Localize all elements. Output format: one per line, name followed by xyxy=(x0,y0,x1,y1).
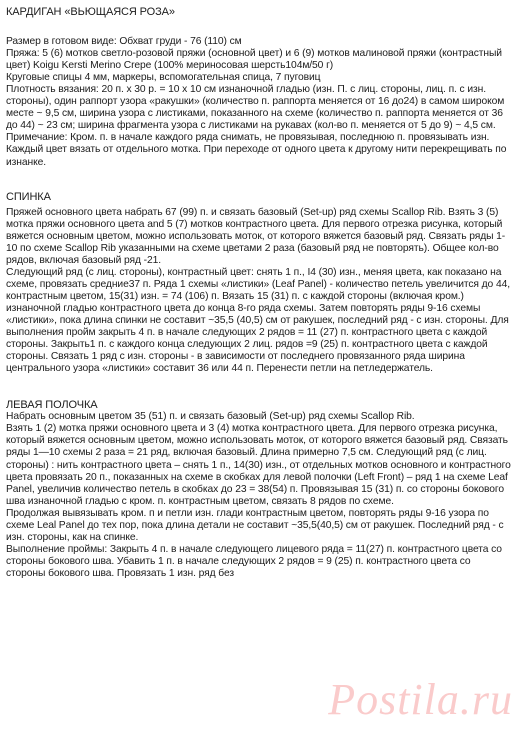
document-title: КАРДИГАН «ВЬЮЩАЯСЯ РОЗА» xyxy=(6,6,175,18)
left-paragraph-4: Выполнение проймы: Закрыть 4 п. в начале следующего лицевого ряда = 11(27) п. контрастного цвета со стороны бокового шва. Убавить 1 п. в начале следующих 2 рядов = 9 (25) п. контрастного цвета со стороны бокового шва. Провязать 1 изн. ряд без xyxy=(6,543,502,579)
intro-colors: Каждый цвет вязать от отдельного мотка. При переходе от одного цвета к другому нити перекрещивать по изнанке. xyxy=(6,144,507,168)
intro-needles: Круговые спицы 4 мм, маркеры, вспомогательная спица, 7 пуговиц xyxy=(6,72,321,84)
left-paragraph-2: Взять 1 (2) мотка пряжи основного цвета и 3 (4) мотка контрастного цвета. Для первого отрезка рисунка, который вяжется основным цветом, можно использовать моток, от которого вяжется базовый ряд. Связать ряды 1—10 схемы 2 раза = 21 ряд, включая базовый. Длина примерно 7,5 см. Следующий ряд (с лиц. стороны) : нить контрастного цвета – снять 1 п., 14(30) изн., от отдельных мотков основного и контрастного цвета провязать 20 п., показанных на схеме в скобках для левой полочки (Left Front) – ряд 1 на схеме Leaf Panel, увеличив количество петель в скобках до 23 = 38(54) п. Провязывая 15 (31) п. со стороны бокового шва изнаночной гладью с кром. п. контрастным цветом, связать 8 рядов по схеме. xyxy=(6,423,511,507)
back-heading: СПИНКА xyxy=(6,190,51,203)
document-page xyxy=(6,6,511,726)
back-paragraph-2: Следующий ряд (с лиц. стороны), контрастный цвет: снять 1 п., I4 (30) изн., меняя цвета, как показано на схеме, провязать средние37 п. Ряда 1 схемы «листики» (Leaf Panel) - количество петель увеличится до 44, контрастным цветом, 15(31) изн. = 74 (106) п. Вязать 15 (31) п. с каждой стороны (включая кром.) изнаночной гладью контрастного цвета до конца 8-го ряда схемы. Затем повторять ряды 9-16 схемы «листики», пока длина спинки не составит ~35,5 (40,5) см от ракушек, последний ряд - с изн. стороны. Для выполнения пройм закрыть 4 п. в начале следующих 2 рядов = 11 (27) п. контрастного цвета с каждой стороны. Закрыть1 п. с каждого конца следующих 2 лиц. рядов =9 (25) п. контрастного цвета с каждой стороны. Связать 1 ряд с изн. стороны - в зависимости от последнего провязанного ряда ширина центрального узора «листики» составит 36 или 44 п. Перенести петли на петледержатель. xyxy=(6,266,510,375)
intro-note: Примечание: Кром. п. в начале каждого ряда снимать, не провязывая, последнюю п. провязывать изн. xyxy=(6,132,490,144)
back-paragraph-1: Пряжей основного цвета набрать 67 (99) п. и связать базовый (Set-up) ряд схемы Scallop Rib. Взять 3 (5) мотка пряжи основного цвета and 5 (7) мотков контрастного цвета. Для первого отрезка рисунка, который вяжется основным цветом, можно использовать моток, от которого вяжется базовый ряд. Связать ряды 1-10 по схеме Scallop Rib указанными на схеме цветами 2 раза (базовый ряд не повторять). Общее кол-во рядов, включая базовый ряд -21. xyxy=(6,206,506,266)
watermark-logo xyxy=(328,674,513,725)
left-front-section xyxy=(6,411,511,580)
intro-size: Размер в готовом виде: Обхват груди - 76 (110) см xyxy=(6,36,242,48)
intro-yarn: Пряжа: 5 (6) мотков светло-розовой пряжи (основной цвет) и 6 (9) мотков малиновой пряжи (контрастный цвет) Koigu Kersti Merino Crepe (100% мериносовая шерсть104м/50 г) xyxy=(6,48,502,72)
left-front-heading: ЛЕВАЯ ПОЛОЧКА xyxy=(6,399,98,412)
back-section xyxy=(6,207,511,376)
left-paragraph-1: Набрать основным цветом 35 (51) п. и связать базовый (Set-up) ряд схемы Scallop Rib. xyxy=(6,411,415,423)
watermark-text: Postila.ru xyxy=(328,675,513,724)
intro-gauge: Плотность вязания: 20 п. х 30 р. = 10 х 10 см изнаночной гладью (изн. П. с лиц. стороны, лиц. п. с изн. стороны), один раппорт узора «ракушки» (количество п. раппорта меняется от 16 до24) в самом широком месте ~ 9,5 см, ширина узора с листиками, показанного на схеме (количество п. раппорта меняется от 36 до 44) ~ 23 см; ширина фрагмента узора с листиками на рукавах (кол-во п. меняется от 5 до 9) ~ 4,5 см. xyxy=(6,84,505,132)
intro-section xyxy=(6,36,511,169)
left-paragraph-3: Продолжая вывязывать кром. п и петли изн. глади контрастным цветом, повторять ряды 9-16 узора по схеме Leal Panel до тех пор, пока длина детали не составит ~35,5(40,5) см от ракушек. Последний ряд - с изн. стороны, как на спинке. xyxy=(6,507,504,543)
